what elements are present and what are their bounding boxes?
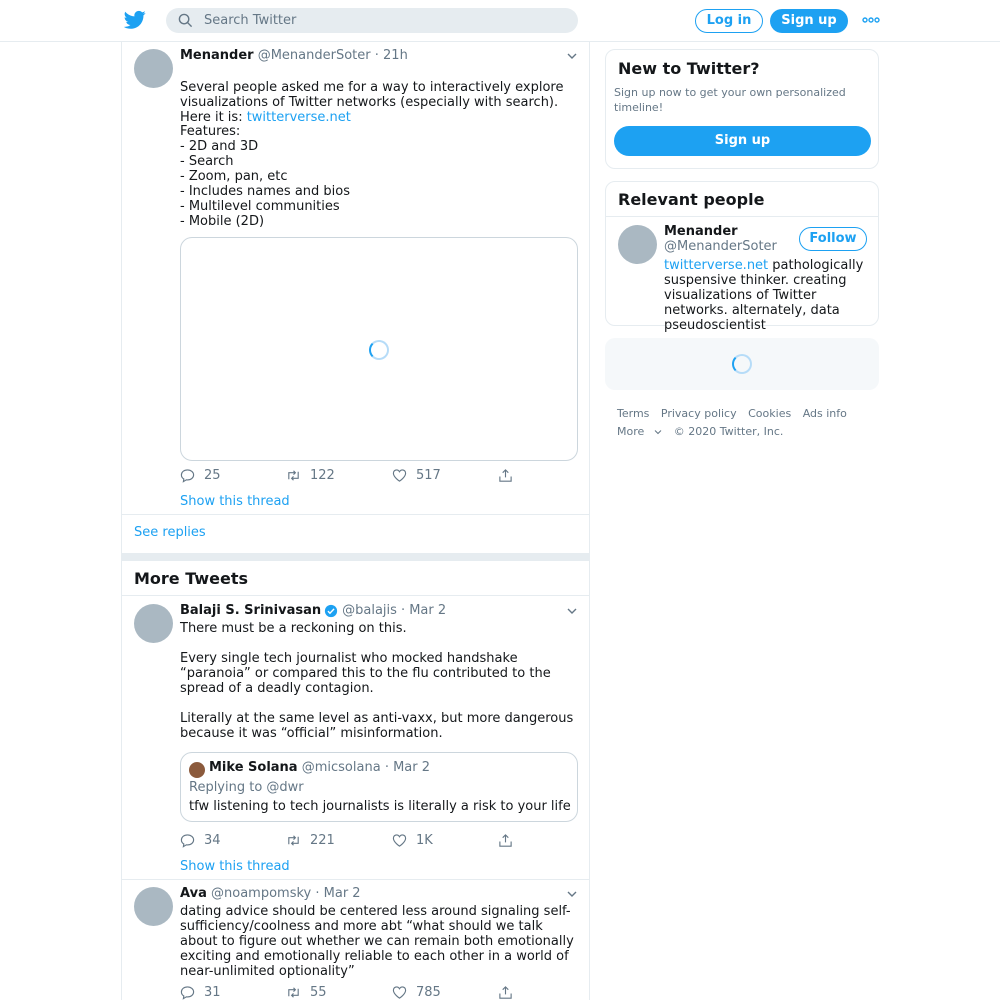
login-button[interactable]: Log in — [695, 9, 763, 33]
retweet-count: 221 — [310, 833, 335, 848]
reply-button[interactable] — [180, 468, 221, 483]
divider — [606, 216, 878, 217]
chevron-down-icon[interactable] — [567, 52, 577, 60]
person-name[interactable]: Menander — [664, 224, 738, 239]
quote-author-handle[interactable]: @micsolana — [301, 760, 381, 775]
share-button[interactable] — [498, 985, 522, 1000]
person-handle[interactable]: @MenanderSoter — [664, 239, 777, 254]
reply-count: 31 — [204, 985, 221, 1000]
heart-icon — [392, 468, 407, 483]
quoted-tweet[interactable] — [180, 752, 578, 822]
bio-link[interactable]: twitterverse.net — [664, 258, 769, 273]
tweet-features-text: Features: - 2D and 3D - Search - Zoom, pan, etc - Includes names and bios - Multilevel communities - Mobile (2D) — [180, 124, 351, 229]
tweet[interactable] — [122, 42, 589, 514]
reply-button[interactable] — [180, 833, 221, 848]
like-button[interactable] — [392, 468, 441, 483]
search-icon — [178, 13, 193, 28]
sidebar-signup-button[interactable]: Sign up — [614, 126, 871, 156]
tweet-time[interactable]: · 21h — [374, 48, 408, 63]
person-bio — [664, 258, 872, 333]
relevant-people-card — [605, 181, 879, 333]
author-name[interactable]: Ava — [180, 886, 207, 901]
new-to-twitter-card — [605, 49, 879, 169]
section-divider — [122, 553, 589, 561]
footer-cookies-link[interactable]: Cookies — [748, 407, 792, 420]
quote-time[interactable]: · Mar 2 — [384, 760, 431, 775]
like-button[interactable] — [392, 833, 433, 848]
retweet-count: 122 — [310, 468, 335, 483]
retweet-button[interactable] — [286, 985, 327, 1000]
signup-button[interactable]: Sign up — [770, 9, 848, 33]
reply-count: 34 — [204, 833, 221, 848]
footer — [617, 405, 877, 441]
avatar[interactable] — [189, 762, 205, 778]
chevron-down-icon[interactable] — [567, 890, 577, 898]
avatar[interactable] — [134, 887, 173, 926]
divider — [122, 514, 589, 515]
chevron-down-icon[interactable] — [567, 607, 577, 615]
like-count: 1K — [416, 833, 433, 848]
tweet-text-part: Several people asked me for a way to interactively explore visualizations of Twitter networks (especially with search). Here it is: — [180, 80, 564, 125]
tweet-time[interactable]: · Mar 2 — [315, 886, 361, 901]
card-title: Relevant people — [618, 190, 765, 209]
share-icon — [498, 833, 513, 848]
author-handle[interactable]: @noampomsky — [211, 886, 312, 901]
footer-ads-link[interactable]: Ads info — [802, 407, 847, 420]
reply-icon — [180, 833, 195, 848]
tweet[interactable] — [122, 880, 589, 1000]
show-thread-link[interactable]: Show this thread — [180, 494, 290, 509]
tweet-link[interactable]: twitterverse.net — [246, 110, 351, 125]
retweet-button[interactable] — [286, 468, 335, 483]
like-button[interactable] — [392, 985, 441, 1000]
heart-icon — [392, 985, 407, 1000]
author-name[interactable]: Menander — [180, 48, 254, 63]
loading-card — [605, 338, 879, 390]
retweet-icon — [286, 833, 301, 848]
reply-icon — [180, 985, 195, 1000]
author-handle[interactable]: @MenanderSoter — [257, 48, 371, 63]
loading-spinner-icon — [369, 340, 389, 360]
search-input[interactable] — [204, 10, 564, 31]
reply-count: 25 — [204, 468, 221, 483]
avatar[interactable] — [134, 604, 173, 643]
loading-spinner-icon — [732, 354, 752, 374]
more-tweets-heading: More Tweets — [134, 569, 249, 588]
reply-button[interactable] — [180, 985, 221, 1000]
share-icon — [498, 468, 513, 483]
more-options-icon[interactable] — [862, 14, 880, 26]
show-thread-link[interactable]: Show this thread — [180, 859, 290, 874]
search-box[interactable] — [166, 8, 578, 33]
media-embed[interactable] — [180, 237, 578, 461]
card-title: New to Twitter? — [618, 59, 760, 78]
tweet-header — [180, 886, 570, 901]
heart-icon — [392, 833, 407, 848]
replying-to: Replying to @dwr — [189, 780, 304, 795]
share-button[interactable] — [498, 468, 522, 483]
tweet-header — [180, 48, 570, 63]
like-count: 517 — [416, 468, 441, 483]
author-name[interactable]: Balaji S. Srinivasan — [180, 603, 322, 618]
footer-more-link[interactable] — [617, 425, 662, 438]
bio-text: pathologically suspensive thinker. creating visualizations of Twitter networks. alternately, data pseudoscientist — [664, 258, 864, 333]
like-count: 785 — [416, 985, 441, 1000]
quote-header — [209, 760, 430, 775]
top-bar — [0, 0, 1000, 42]
tweet-text — [180, 65, 580, 125]
tweet-header — [180, 603, 570, 618]
quote-text: tfw listening to tech journalists is literally a risk to your life — [189, 799, 571, 814]
share-button[interactable] — [498, 833, 522, 848]
share-icon — [498, 985, 513, 1000]
tweet-text: dating advice should be centered less around signaling self-sufficiency/coolness and more abt “what should we talk about to figure out whether we can remain both emotionally exciting and emotionally reliable to each other in a world of near-unlimited optionality” — [180, 904, 574, 979]
avatar[interactable] — [134, 49, 173, 88]
retweet-icon — [286, 468, 301, 483]
follow-button[interactable]: Follow — [799, 227, 867, 251]
chevron-down-icon — [654, 429, 662, 435]
tweet-time[interactable]: · Mar 2 — [400, 603, 447, 618]
reply-icon — [180, 468, 195, 483]
verified-badge-icon — [324, 604, 338, 618]
retweet-button[interactable] — [286, 833, 335, 848]
footer-terms-link[interactable]: Terms — [617, 407, 650, 420]
retweet-count: 55 — [310, 985, 327, 1000]
retweet-icon — [286, 985, 301, 1000]
copyright: © 2020 Twitter, Inc. — [673, 425, 784, 438]
avatar[interactable] — [618, 225, 657, 264]
footer-privacy-link[interactable]: Privacy policy — [660, 407, 737, 420]
see-replies-link[interactable]: See replies — [134, 525, 206, 540]
author-handle[interactable]: @balajis — [342, 603, 397, 618]
timeline-column — [121, 42, 590, 1000]
tweet-text: There must be a reckoning on this. Every single tech journalist who mocked handshake “paranoia” or compared this to the flu contributed to the spread of a deadly contagion. Literally at the same level as anti-vaxx, but more dangerous because it was “official” misinformation. — [180, 621, 574, 741]
card-description: Sign up now to get your own personalized timeline! — [614, 86, 846, 114]
quote-author-name[interactable]: Mike Solana — [209, 760, 298, 775]
twitter-logo-icon[interactable] — [124, 10, 146, 30]
footer-more-label: More — [617, 425, 645, 438]
